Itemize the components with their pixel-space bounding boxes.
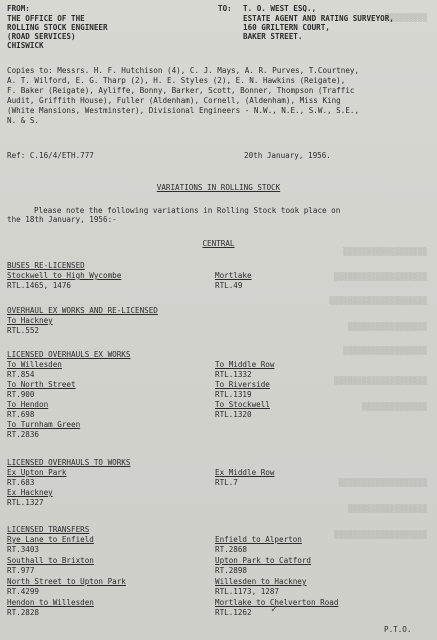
show-through-text: ▒▒▒▒▒▒▒▒▒▒▒▒▒▒▒▒▒▒▒▒ — [334, 376, 427, 385]
entry-route: Rye Lane to Enfield — [7, 535, 94, 544]
from-label: FROM: — [7, 4, 30, 13]
entry-vehicles: RT.2836 — [7, 430, 40, 439]
entry-vehicles: RT.977 — [7, 566, 35, 575]
entry-vehicles: RT.2898 — [215, 566, 248, 575]
entry-vehicles: RTL.1262 — [215, 608, 252, 617]
entry-route: Ex Middle Row — [215, 468, 275, 477]
entry-vehicles: RT.3403 — [7, 545, 40, 554]
from-line: ROLLING STOCK ENGINEER — [7, 23, 108, 32]
entry-vehicles: RTL.552 — [7, 326, 40, 335]
entry-route: Mortlake to Chelverton Road — [215, 598, 339, 607]
entry-route: To Hackney — [7, 316, 53, 325]
date: 20th January, 1956. — [244, 151, 331, 160]
entry-route: Southall to Brixton — [7, 556, 94, 565]
show-through-text: ▒▒▒▒▒▒▒▒▒▒▒▒▒▒▒▒▒▒ — [343, 247, 427, 256]
group-heading: LICENSED OVERHAULS EX WORKS — [7, 350, 131, 359]
section-heading: CENTRAL — [202, 239, 235, 248]
show-through-text: ▒▒▒▒▒▒▒▒▒▒▒▒▒▒▒▒▒▒ — [343, 346, 427, 355]
entry-vehicles: RT.2828 — [7, 608, 40, 617]
to-line: BAKER STREET. — [243, 32, 303, 41]
entry-route: Mortlake — [215, 271, 252, 280]
entry-vehicles: RTL.49 — [215, 281, 243, 290]
entry-route: To Riverside — [215, 380, 270, 389]
copies-line: F. Baker (Reigate), Ayliffe, Bonny, Barker, Scott, Bonner, Thompson (Traffic — [7, 86, 355, 95]
entry-route: North Street to Upton Park — [7, 577, 126, 586]
show-through-text: ▒▒▒▒▒▒▒▒▒▒▒▒▒▒▒▒▒▒▒▒ — [334, 530, 427, 539]
from-line: CHISWICK — [7, 41, 44, 50]
entry-vehicles: RTL.1327 — [7, 498, 44, 507]
to-line: ESTATE AGENT AND RATING SURVEYOR, — [243, 14, 394, 23]
entry-route: To Turnham Green — [7, 420, 81, 429]
entry-vehicles: RTL.1332 — [215, 370, 252, 379]
show-through-text: ▒▒▒▒▒▒▒▒▒ — [385, 13, 427, 22]
entry-vehicles: RTL.1173, 1287 — [215, 587, 280, 596]
group-heading: LICENSED OVERHAULS TO WORKS — [7, 458, 131, 467]
entry-route: To Stockwell — [215, 400, 270, 409]
to-label: TO: — [218, 4, 232, 13]
from-line: THE OFFICE OF THE — [7, 14, 85, 23]
document-title: VARIATIONS IN ROLLING STOCK — [156, 183, 281, 192]
entry-vehicles: RTL.1319 — [215, 390, 252, 399]
entry-vehicles: RTL.1320 — [215, 410, 252, 419]
group-heading: BUSES RE-LICENSED — [7, 261, 85, 270]
entry-route: To Willesden — [7, 360, 62, 369]
entry-route: To Hendon — [7, 400, 49, 409]
copies-line: A. T. Wilford, E. G. Tharp (2), H. E. Styles (2), E. N. Hawkins (Reigate), — [7, 76, 346, 85]
page-turn-note: P.T.O. — [384, 625, 412, 634]
show-through-text: ▒▒▒▒▒▒▒▒▒▒▒▒▒▒▒▒▒ — [347, 504, 427, 513]
entry-vehicles: RT.854 — [7, 370, 35, 379]
copies-line: N. & S. — [7, 116, 40, 125]
to-line: T. O. WEST ESQ., — [243, 4, 317, 13]
show-through-text: ▒▒▒▒▒▒▒▒▒▒▒▒▒▒ — [361, 402, 427, 411]
entry-route: Willesden to Hackney — [215, 577, 307, 586]
copies-line: Audit, Griffith House), Fuller (Aldenham), Cornell, (Aldenham), Miss King — [7, 96, 341, 105]
copies-line: Copies to: Messrs. H. F. Hutchison (4), C. J. Mays, A. R. Purves, T.Courtney, — [7, 66, 360, 75]
group-heading: OVERHAUL EX WORKS AND RE-LICENSED — [7, 306, 158, 315]
reference: Ref: C.16/4/ETH.777 — [7, 151, 94, 160]
copies-line: (White Mansions, Westminster), Divisional Engineers - N.W., N.E., S.W., S.E., — [7, 106, 360, 115]
intro-line: the 18th January, 1956:- — [7, 215, 117, 224]
to-line: 160 GRILTERN COURT, — [243, 23, 330, 32]
entry-route: Upton Park to Catford — [215, 556, 312, 565]
entry-route: Enfield to Alperton — [215, 535, 302, 544]
entry-vehicles: RT.900 — [7, 390, 35, 399]
show-through-text: ▒▒▒▒▒▒▒▒▒▒▒▒▒▒▒▒▒▒▒ — [338, 478, 427, 487]
entry-vehicles: RTL.7 — [215, 478, 238, 487]
entry-vehicles: RT.683 — [7, 478, 35, 487]
entry-vehicles: RT.4299 — [7, 587, 40, 596]
entry-route: Hendon to Willesden — [7, 598, 94, 607]
entry-vehicles: RT.698 — [7, 410, 35, 419]
check-mark-icon: ✓ — [271, 604, 278, 615]
intro-line: Please note the following variations in Rolling Stock took place on — [34, 206, 341, 215]
entry-route: To Middle Row — [215, 360, 275, 369]
from-line: (ROAD SERVICES) — [7, 32, 76, 41]
entry-route: To North Street — [7, 380, 76, 389]
group-heading: LICENSED TRANSFERS — [7, 525, 90, 534]
show-through-text: ▒▒▒▒▒▒▒▒▒▒▒▒▒▒▒▒▒▒▒▒▒ — [329, 296, 427, 305]
entry-route: Ex Hackney — [7, 488, 53, 497]
entry-vehicles: RT.2868 — [215, 545, 248, 554]
show-through-text: ▒▒▒▒▒▒▒▒▒▒▒▒▒▒▒▒▒▒▒▒ — [334, 272, 427, 281]
entry-vehicles: RTL.1465, 1476 — [7, 281, 72, 290]
entry-route: Stockwell to High Wycombe — [7, 271, 122, 280]
entry-route: Ex Upton Park — [7, 468, 67, 477]
show-through-text: ▒▒▒▒▒▒▒▒▒▒▒▒▒▒▒▒▒ — [347, 322, 427, 331]
